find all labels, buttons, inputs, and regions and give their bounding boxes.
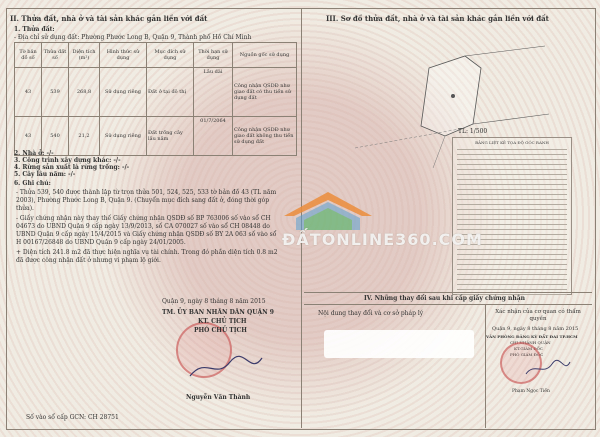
change-content-header: Nội dung thay đổi và cơ sở pháp lý [318, 310, 424, 317]
note-line: H 00167/26848 do UBND Quận 9 cấp ngày 24/01/2005. [16, 239, 186, 246]
note-line: 2003), Phường Phước Long B, Quận 9. (Chuyển mục đích sang đất ở, đóng thời góp [16, 197, 270, 204]
table-cell: 43 [15, 117, 42, 156]
watermark-brand: ĐẤTONLINE360.COM [282, 230, 483, 249]
land-table [14, 42, 297, 156]
note-line: UBND Quận 9 cấp ngày 15/4/2015 và Giấy chứng nhận QSDĐ số BY 2A 063 số vào sổ [16, 231, 277, 238]
land-heading: 1. Thửa đất: [14, 26, 55, 33]
note-line: - Giấy chứng nhận này thay thế Giấy chứng nhận QSDĐ số BP 763006 số vào sổ CH [16, 215, 271, 222]
signing-date: Quận 9, ngày 8 tháng 8 năm 2015 [162, 298, 266, 305]
confirm-date: Quận 9, ngày 8 tháng 8 năm 2015 [492, 326, 579, 332]
table-cell: Công nhận QSDĐ như giao đất không thu tiền sử dụng đất [233, 117, 297, 156]
confirm-signer: Phạm Ngọc Tiến [512, 389, 550, 394]
table-header: Diện tích (m²) [69, 43, 100, 68]
signing-role: KT. CHỦ TỊCH [198, 318, 247, 325]
item-forest: 4. Rừng sản xuất là rừng trồng: -/- [14, 164, 130, 171]
table-cell: 21,2 [69, 117, 100, 156]
table-header-row [15, 43, 297, 68]
table-cell: 540 [42, 117, 69, 156]
confirm-org: VĂN PHÒNG ĐĂNG KÝ ĐẤT ĐAI TP.HCM [486, 334, 578, 339]
signing-org: TM. ỦY BAN NHÂN DÂN QUẬN 9 [162, 309, 274, 316]
note-line: 04673 do UBND Quận 9 cấp ngày 13/9/2013, số CA 070027 số vào sổ CH 08448 do [16, 223, 270, 230]
table-cell: Công nhận QSDĐ như giao đất có thu tiền sử dụng đất [233, 68, 297, 117]
table-cell: Sử dụng riêng [100, 117, 147, 156]
section-iv-title: IV. Những thay đổi sau khi cấp giấy chứng nhận [364, 295, 525, 302]
table-header: Mục đích sử dụng [147, 43, 194, 68]
section-iv-rule [304, 292, 592, 293]
section-title-right: III. Sơ đồ thửa đất, nhà ở và tài sản khác gắn liền với đất [326, 14, 549, 23]
signature [186, 346, 266, 386]
note-line: đã được công nhận đất ở nhưng vi phạm lộ giới. [16, 257, 161, 264]
land-address: - Địa chỉ sử dụng đất: Phường Phước Long B, Quận 9, Thành phố Hồ Chí Minh [14, 34, 252, 41]
table-cell: Đất ở tại đô thị [147, 68, 194, 117]
table-cell: 539 [42, 68, 69, 117]
redacted-area [324, 330, 474, 358]
map-scale: TL: 1/500 [458, 128, 488, 135]
signing-role-vice: PHÓ CHỦ TỊCH [194, 327, 247, 334]
note-line: + Diện tích 241.8 m2 đã thực hiện nghĩa vụ tài chính. Trong đó phần diện tích 0.8 m2 [16, 249, 278, 256]
section-iv-header-rule [304, 304, 592, 305]
table-cell: Sử dụng riêng [100, 68, 147, 117]
coordinates-heading: BẢNG LIỆT KÊ TỌA ĐỘ GÓC RANH [475, 140, 549, 145]
section-title-left: II. Thửa đất, nhà ở và tài sản khác gắn liền với đất [10, 14, 208, 23]
table-cell: 01/7/2064 [194, 117, 233, 156]
table-row [15, 68, 297, 117]
table-header: Hình thức sử dụng [100, 43, 147, 68]
table-header: Thửa đất số [42, 43, 69, 68]
coordinates-table [452, 137, 572, 295]
item-perennial-trees: 5. Cây lâu năm: -/- [14, 171, 76, 178]
table-cell: Lâu dài [194, 68, 233, 117]
signature-right [522, 356, 572, 380]
table-cell: Đất trồng cây lâu năm [147, 117, 194, 156]
signer-name: Nguyễn Văn Thành [186, 394, 251, 401]
table-header: Thời hạn sử dụng [194, 43, 233, 68]
section-iv-col-divider [485, 304, 486, 428]
house-logo-icon [282, 186, 382, 232]
item-house: 2. Nhà ở: -/- [14, 150, 54, 157]
table-cell: 268,8 [69, 68, 100, 117]
note-line: - Thửa 539, 540 được thành lập từ trọn thửa 501, 524, 525, 533 tờ bản đồ 43 (TL năm [16, 189, 277, 196]
serial-number: Số vào sổ cấp GCN: CH 28751 [26, 414, 119, 421]
item-other-construction: 3. Công trình xây dựng khác: -/- [14, 157, 121, 164]
table-row [15, 117, 297, 156]
note-line: thửa). [16, 205, 34, 212]
confirm-role-vice: PHÓ GIÁM ĐỐC [510, 352, 544, 357]
table-header: Nguồn gốc sử dụng [233, 43, 297, 68]
confirm-branch: CHI NHÁNH QUẬN [510, 340, 551, 345]
table-cell: 43 [15, 68, 42, 117]
item-notes-heading: 6. Ghi chú: [14, 180, 51, 187]
confirm-role: KT.GIÁM ĐỐC [514, 346, 543, 351]
confirm-header: Xác nhận của cơ quan có thẩm quyền [495, 309, 581, 322]
table-header: Tờ bản đồ số [15, 43, 42, 68]
watermark [282, 186, 483, 249]
